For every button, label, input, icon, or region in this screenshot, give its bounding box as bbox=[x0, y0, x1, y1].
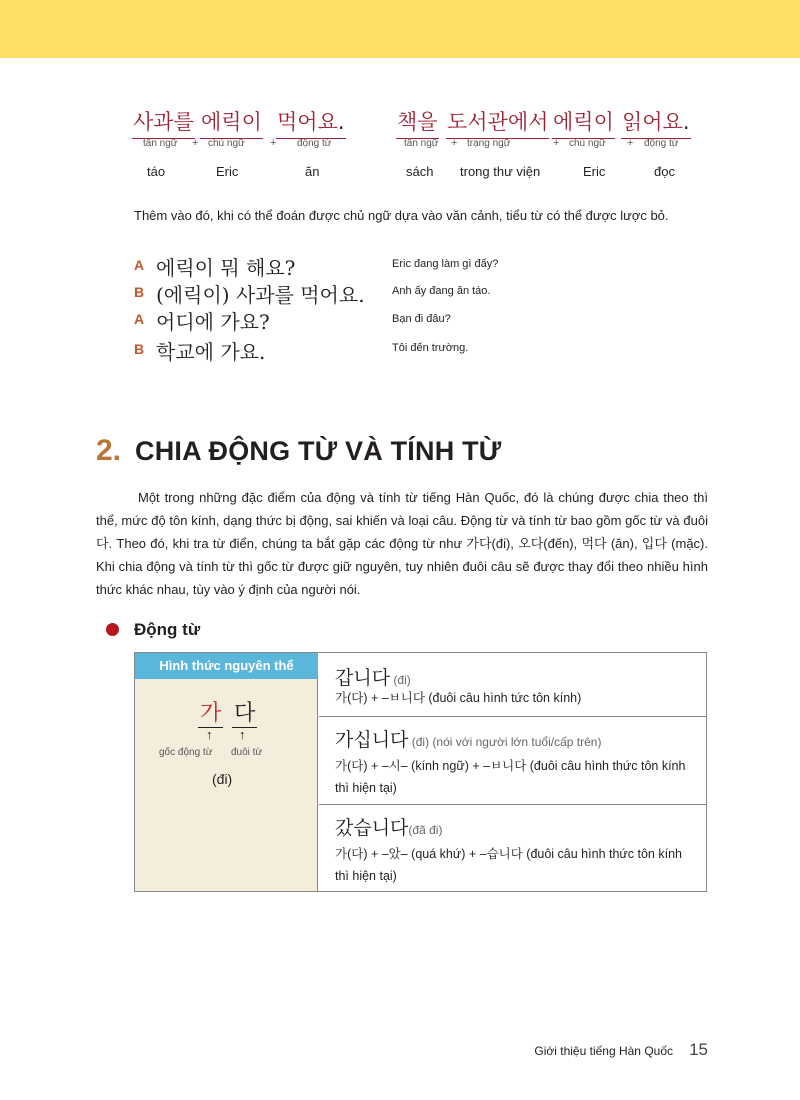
example2-word-1: 책을 bbox=[396, 106, 439, 139]
example1-role-3: động từ bbox=[297, 138, 332, 149]
example2-role-1: tân ngữ bbox=[404, 138, 439, 149]
infinitive-header: Hình thức nguyên thể bbox=[135, 653, 318, 679]
stem-label: gốc động từ bbox=[159, 747, 213, 758]
dialogue-speaker: A bbox=[134, 257, 145, 273]
conjugation-explanation: 가(다) + –ㅂ니다 (đuôi câu hình tức tôn kính) bbox=[335, 691, 582, 705]
example1-gloss-2: Eric bbox=[216, 164, 239, 179]
example2-word-4: 읽어요. bbox=[621, 106, 691, 139]
dialogue-speaker: B bbox=[134, 284, 145, 300]
dialogue-speaker: A bbox=[134, 311, 145, 327]
example2-word-3: 에릭이 bbox=[552, 106, 615, 139]
dialogue-translation: Anh ấy đang ăn táo. bbox=[392, 285, 491, 297]
subsection-title: Động từ bbox=[134, 620, 201, 639]
intro-paragraph: Một trong những đặc điểm của động và tính từ tiếng Hàn Quốc, đó là chúng được chia theo thì thể, mức độ tôn kính, dạng thức bị động, sai khiến và loại câu. Động từ và tính từ bao gồm gốc từ và đuôi 다. Theo đó, khi tra từ điển, chúng ta bắt gặp các động từ như 가다(đi), 오다(đến), 먹다 (ăn), 입다 (mặc). Khi chia động và tính từ thì gốc từ được giữ nguyên, tuy nhiên đuôi câu sẽ được thay đổi theo nhiều hình thức khác nhau, tùy vào ý định của người nói. bbox=[96, 490, 708, 597]
example1-gloss-3: ăn bbox=[305, 164, 320, 179]
example2-role-2: trạng ngữ bbox=[467, 138, 511, 149]
top-color-band bbox=[0, 0, 800, 58]
section-title: CHIA ĐỘNG TỪ VÀ TÍNH TỪ bbox=[135, 436, 502, 466]
example2-role-4: động từ bbox=[644, 138, 679, 149]
dialogue-translation: Tôi đến trường. bbox=[392, 342, 469, 354]
plus-sign: + bbox=[627, 137, 634, 149]
dialogue-korean: 학교에 가요. bbox=[156, 340, 266, 364]
example2-gloss-1: sách bbox=[406, 164, 434, 179]
section-number: 2. bbox=[96, 434, 122, 467]
bullet-dot-icon bbox=[106, 623, 119, 636]
up-arrow-icon: ↑ bbox=[206, 727, 213, 742]
conjugation-row bbox=[319, 717, 707, 805]
dialogue-translation: Bạn đi đâu? bbox=[392, 313, 451, 325]
conjugation-row bbox=[319, 805, 707, 891]
dialogue-korean: 에릭이 뭐 해요? bbox=[156, 256, 296, 280]
footer-book-title: Giới thiệu tiếng Hàn Quốc bbox=[534, 1044, 673, 1058]
plus-sign: + bbox=[553, 137, 560, 149]
conjugated-form: 가십니다 (đi) (nói với người lớn tuổi/cấp trên) bbox=[335, 729, 602, 751]
plus-sign: + bbox=[270, 137, 277, 149]
dialogue-korean: (에릭이) 사과를 먹어요. bbox=[156, 283, 365, 307]
infinitive-cell bbox=[135, 653, 318, 891]
conjugated-form: 갑니다 (đi) bbox=[335, 667, 411, 689]
dialogue-korean: 어디에 가요? bbox=[156, 310, 270, 334]
conjugated-form: 갔습니다(đã đi) bbox=[335, 817, 443, 839]
ending-label: đuôi từ bbox=[231, 747, 263, 758]
dialogue-speaker: B bbox=[134, 341, 145, 357]
plus-sign: + bbox=[451, 137, 458, 149]
example2-word-2: 도서관에서 bbox=[446, 106, 549, 139]
example2-gloss-4: đọc bbox=[654, 164, 675, 179]
conjugation-table bbox=[134, 652, 707, 892]
example1-role-2: chủ ngữ bbox=[208, 138, 245, 149]
example2-gloss-3: Eric bbox=[583, 164, 606, 179]
example2-gloss-2: trong thư viện bbox=[460, 164, 541, 179]
example1-word-1: 사과를 bbox=[132, 106, 195, 139]
verb-ending: 다 bbox=[232, 696, 257, 728]
page-number: 15 bbox=[689, 1040, 708, 1059]
example1-role-1: tân ngữ bbox=[143, 138, 178, 149]
up-arrow-icon: ↑ bbox=[239, 727, 246, 742]
verb-meaning: (đi) bbox=[212, 771, 233, 787]
plus-sign: + bbox=[192, 137, 199, 149]
conjugation-explanation: 가(다) + –시– (kính ngữ) + –ㅂ니다 (đuôi câu hình thức tôn kính thì hiện tại) bbox=[335, 759, 686, 795]
example1-gloss-1: táo bbox=[147, 164, 166, 179]
example1-word-2: 에릭이 bbox=[200, 106, 263, 139]
conjugation-row bbox=[319, 653, 707, 717]
note-text: Thêm vào đó, khi có thể đoán được chủ ngữ dựa vào văn cảnh, tiểu từ có thể được lược bỏ. bbox=[134, 208, 669, 223]
conjugation-explanation: 가(다) + –았– (quá khứ) + –습니다 (đuôi câu hình thức tôn kính thì hiện tại) bbox=[335, 847, 682, 883]
dialogue-translation: Eric đang làm gì đấy? bbox=[392, 258, 499, 270]
example1-word-3: 먹어요. bbox=[276, 106, 346, 139]
example2-role-3: chủ ngữ bbox=[569, 138, 606, 149]
verb-stem: 가 bbox=[198, 696, 223, 728]
